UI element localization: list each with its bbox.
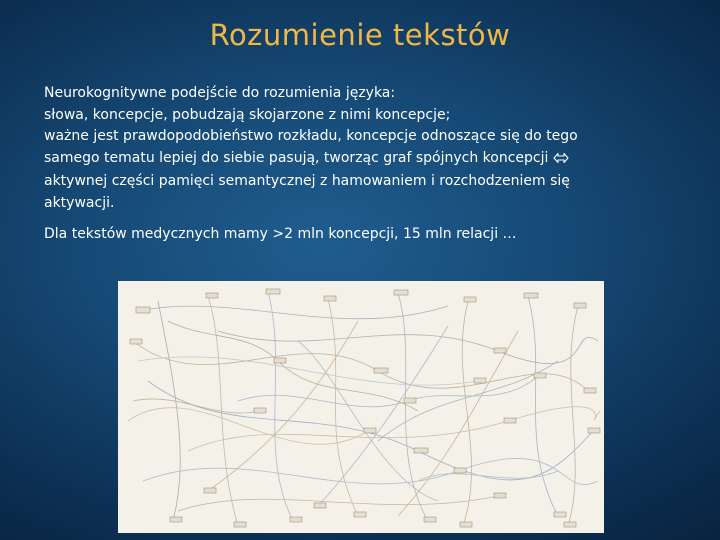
concept-graph-drawing (118, 281, 604, 533)
double-arrow-icon (553, 150, 569, 172)
text-line: samego tematu lepiej do siebie pasują, tworząc graf spójnych koncepcji (44, 149, 549, 166)
text-line: ważne jest prawdopodobieństwo rozkładu, koncepcje odnoszące się do tego (44, 128, 578, 144)
slide-body (44, 83, 684, 246)
paragraph-intro (44, 83, 684, 214)
text-line: Neurokognitywne podejście do rozumienia języka: (44, 85, 396, 101)
text-line: aktywnej części pamięci semantycznej z hamowaniem i rozchodzeniem się (44, 173, 570, 189)
text-line: słowa, koncepcje, pobudzają skojarzone z nimi koncepcje; (44, 106, 451, 123)
slide-title: Rozumienie tekstów (209, 18, 511, 52)
concept-graph-image (118, 281, 604, 533)
paragraph-medical: Dla tekstów medycznych mamy >2 mln koncepcji, 15 mln relacji … (44, 226, 517, 242)
text-line: aktywacji. (44, 194, 115, 211)
